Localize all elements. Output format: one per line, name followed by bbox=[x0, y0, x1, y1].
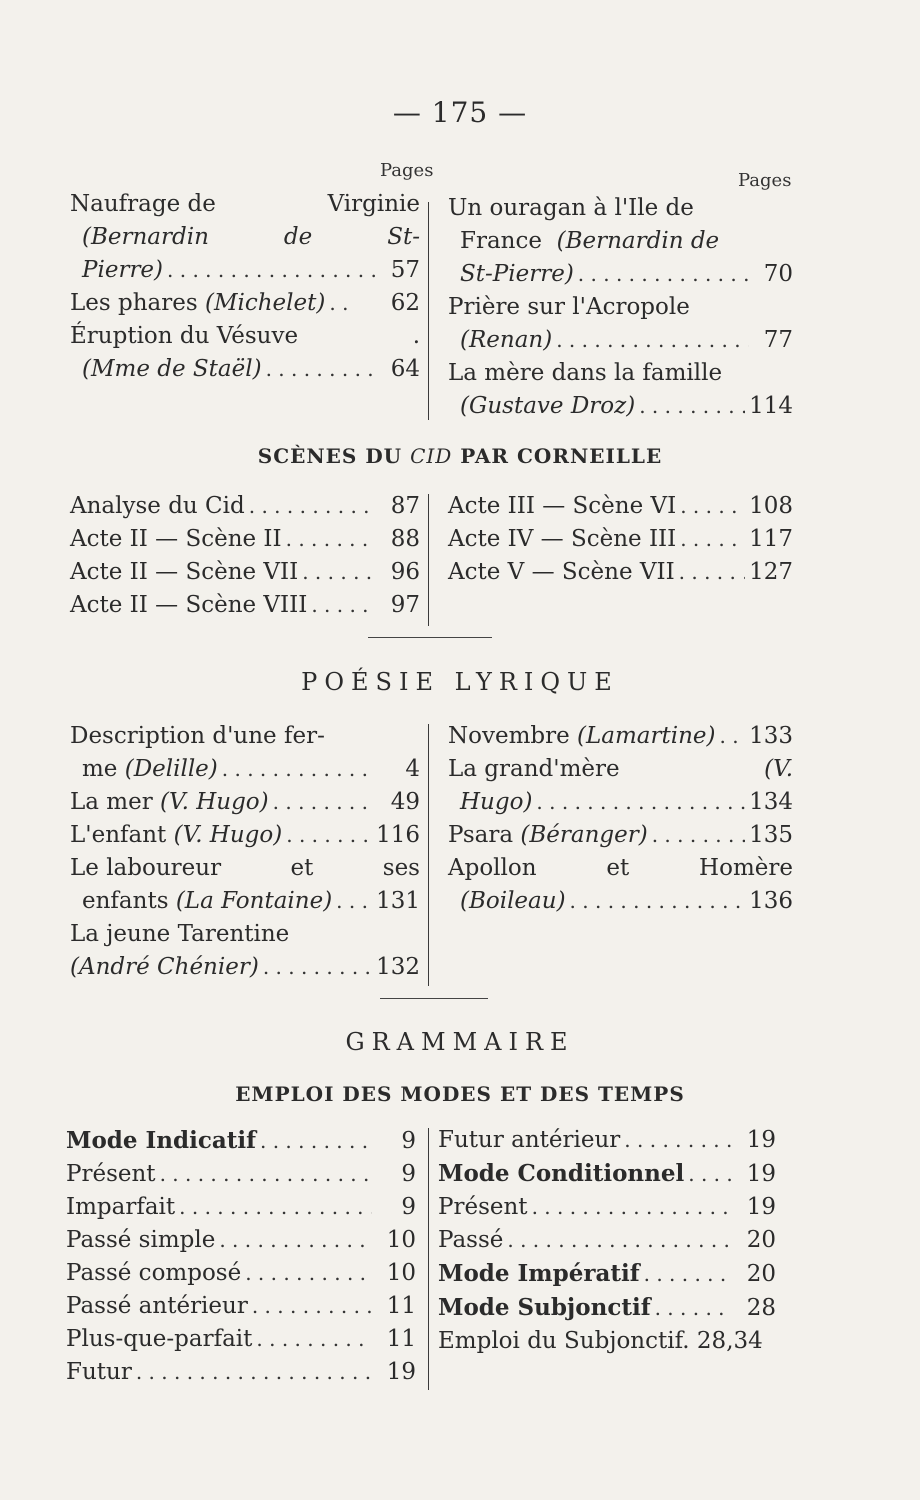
cid-right-column bbox=[448, 490, 793, 589]
column-divider bbox=[428, 1128, 429, 1390]
pages-label-left: Pages bbox=[380, 160, 434, 181]
toc-entry-ouragan[interactable]: Un ouragan à l'Ile de France (Bernardin de St-Pierre) . . . 70 bbox=[448, 192, 793, 291]
section-title-poesie: POÉSIE LYRIQUE bbox=[301, 668, 619, 696]
toc-entry[interactable]: Futur antérieur . . . 19 bbox=[438, 1124, 776, 1157]
cid-left-column bbox=[70, 490, 420, 622]
toc-entry[interactable]: Présent . . . 19 bbox=[438, 1191, 776, 1224]
page-number: — 175 — bbox=[392, 96, 528, 129]
toc-entry-mere[interactable]: La mère dans la famille (Gustave Droz) . . . 114 bbox=[448, 357, 793, 423]
toc-entry-laboureur[interactable]: Le laboureur et ses enfants (La Fontaine) . . . 131 bbox=[70, 852, 420, 918]
toc-entry-novembre[interactable]: Novembre (Lamartine) . . . 133 bbox=[448, 720, 793, 753]
toc-entry[interactable]: Acte II — Scène VII . . . 96 bbox=[70, 556, 420, 589]
right-column bbox=[448, 192, 793, 423]
toc-entry-enfant[interactable]: L'enfant (V. Hugo) . . . 116 bbox=[70, 819, 420, 852]
toc-entry[interactable]: Acte II — Scène VIII . . . 97 bbox=[70, 589, 420, 622]
column-divider bbox=[428, 494, 429, 626]
toc-entry[interactable]: Acte II — Scène II . . . 88 bbox=[70, 523, 420, 556]
toc-entry[interactable]: Plus-que-parfait . . . 11 bbox=[66, 1323, 416, 1356]
toc-entry[interactable]: Passé . . . 20 bbox=[438, 1224, 776, 1257]
toc-entry[interactable]: Présent . . . 9 bbox=[66, 1158, 416, 1191]
section-subtitle-modes: EMPLOI DES MODES ET DES TEMPS bbox=[235, 1082, 685, 1106]
toc-entry[interactable]: Futur . . . 19 bbox=[66, 1356, 416, 1389]
toc-entry-naufrage[interactable]: Naufrage de Virginie (Bernardin de St- Pierre) . . . 57 bbox=[70, 188, 420, 287]
toc-entry-grandmere[interactable]: La grand'mère (V. Hugo) . . . 134 bbox=[448, 753, 793, 819]
toc-entry-description[interactable]: Description d'une fer- me (Delille) . . . 4 bbox=[70, 720, 420, 786]
toc-entry-mer[interactable]: La mer (V. Hugo) . . . 49 bbox=[70, 786, 420, 819]
pages-label-right: Pages bbox=[738, 170, 792, 191]
toc-entry[interactable]: Mode Conditionnel . . . 19 bbox=[438, 1157, 776, 1191]
poesie-left-column bbox=[70, 720, 420, 984]
toc-entry-tarentine[interactable]: La jeune Tarentine (André Chénier) . . . 132 bbox=[70, 918, 420, 984]
section-poesie bbox=[0, 720, 920, 990]
section-prose bbox=[0, 160, 920, 420]
toc-entry[interactable]: Mode Subjonctif . . . 28 bbox=[438, 1291, 776, 1325]
toc-entry[interactable]: Acte III — Scène VI . . . 108 bbox=[448, 490, 793, 523]
toc-entry-eruption[interactable]: Éruption du Vésuve . (Mme de Staël) . . . 64 bbox=[70, 320, 420, 386]
grammaire-right-column bbox=[438, 1124, 776, 1358]
toc-entry-apollon[interactable]: Apollon et Homère (Boileau) . . . 136 bbox=[448, 852, 793, 918]
left-column bbox=[70, 188, 420, 386]
section-rule bbox=[368, 637, 492, 638]
toc-entry[interactable]: Analyse du Cid . . . 87 bbox=[70, 490, 420, 523]
section-title-grammaire: GRAMMAIRE bbox=[345, 1028, 575, 1056]
column-divider bbox=[428, 202, 429, 420]
section-title-cid: SCÈNES DU CID PAR CORNEILLE bbox=[257, 444, 663, 468]
toc-entry[interactable]: Passé antérieur . . . 11 bbox=[66, 1290, 416, 1323]
toc-entry[interactable]: Mode Indicatif . . . 9 bbox=[66, 1124, 416, 1158]
section-cid bbox=[0, 490, 920, 630]
toc-entry-priere[interactable]: Prière sur l'Acropole (Renan) . . . 77 bbox=[448, 291, 793, 357]
grammaire-left-column bbox=[66, 1124, 416, 1389]
toc-entry[interactable]: Passé simple . . . 10 bbox=[66, 1224, 416, 1257]
poesie-right-column bbox=[448, 720, 793, 918]
toc-entry[interactable]: Acte V — Scène VII . . . 127 bbox=[448, 556, 793, 589]
toc-entry[interactable]: Acte IV — Scène III . . . 117 bbox=[448, 523, 793, 556]
toc-entry[interactable]: Emploi du Subjonctif. 28,34 bbox=[438, 1328, 763, 1354]
section-grammaire bbox=[0, 1124, 920, 1394]
toc-entry-psara[interactable]: Psara (Béranger) . . . 135 bbox=[448, 819, 793, 852]
toc-entry[interactable]: Passé composé . . . 10 bbox=[66, 1257, 416, 1290]
toc-entry-phares[interactable]: Les phares (Michelet) . . . 62 bbox=[70, 287, 420, 320]
section-rule bbox=[380, 998, 488, 999]
column-divider bbox=[428, 724, 429, 986]
toc-entry[interactable]: Imparfait . . . 9 bbox=[66, 1191, 416, 1224]
toc-entry[interactable]: Mode Impératif . . . 20 bbox=[438, 1257, 776, 1291]
